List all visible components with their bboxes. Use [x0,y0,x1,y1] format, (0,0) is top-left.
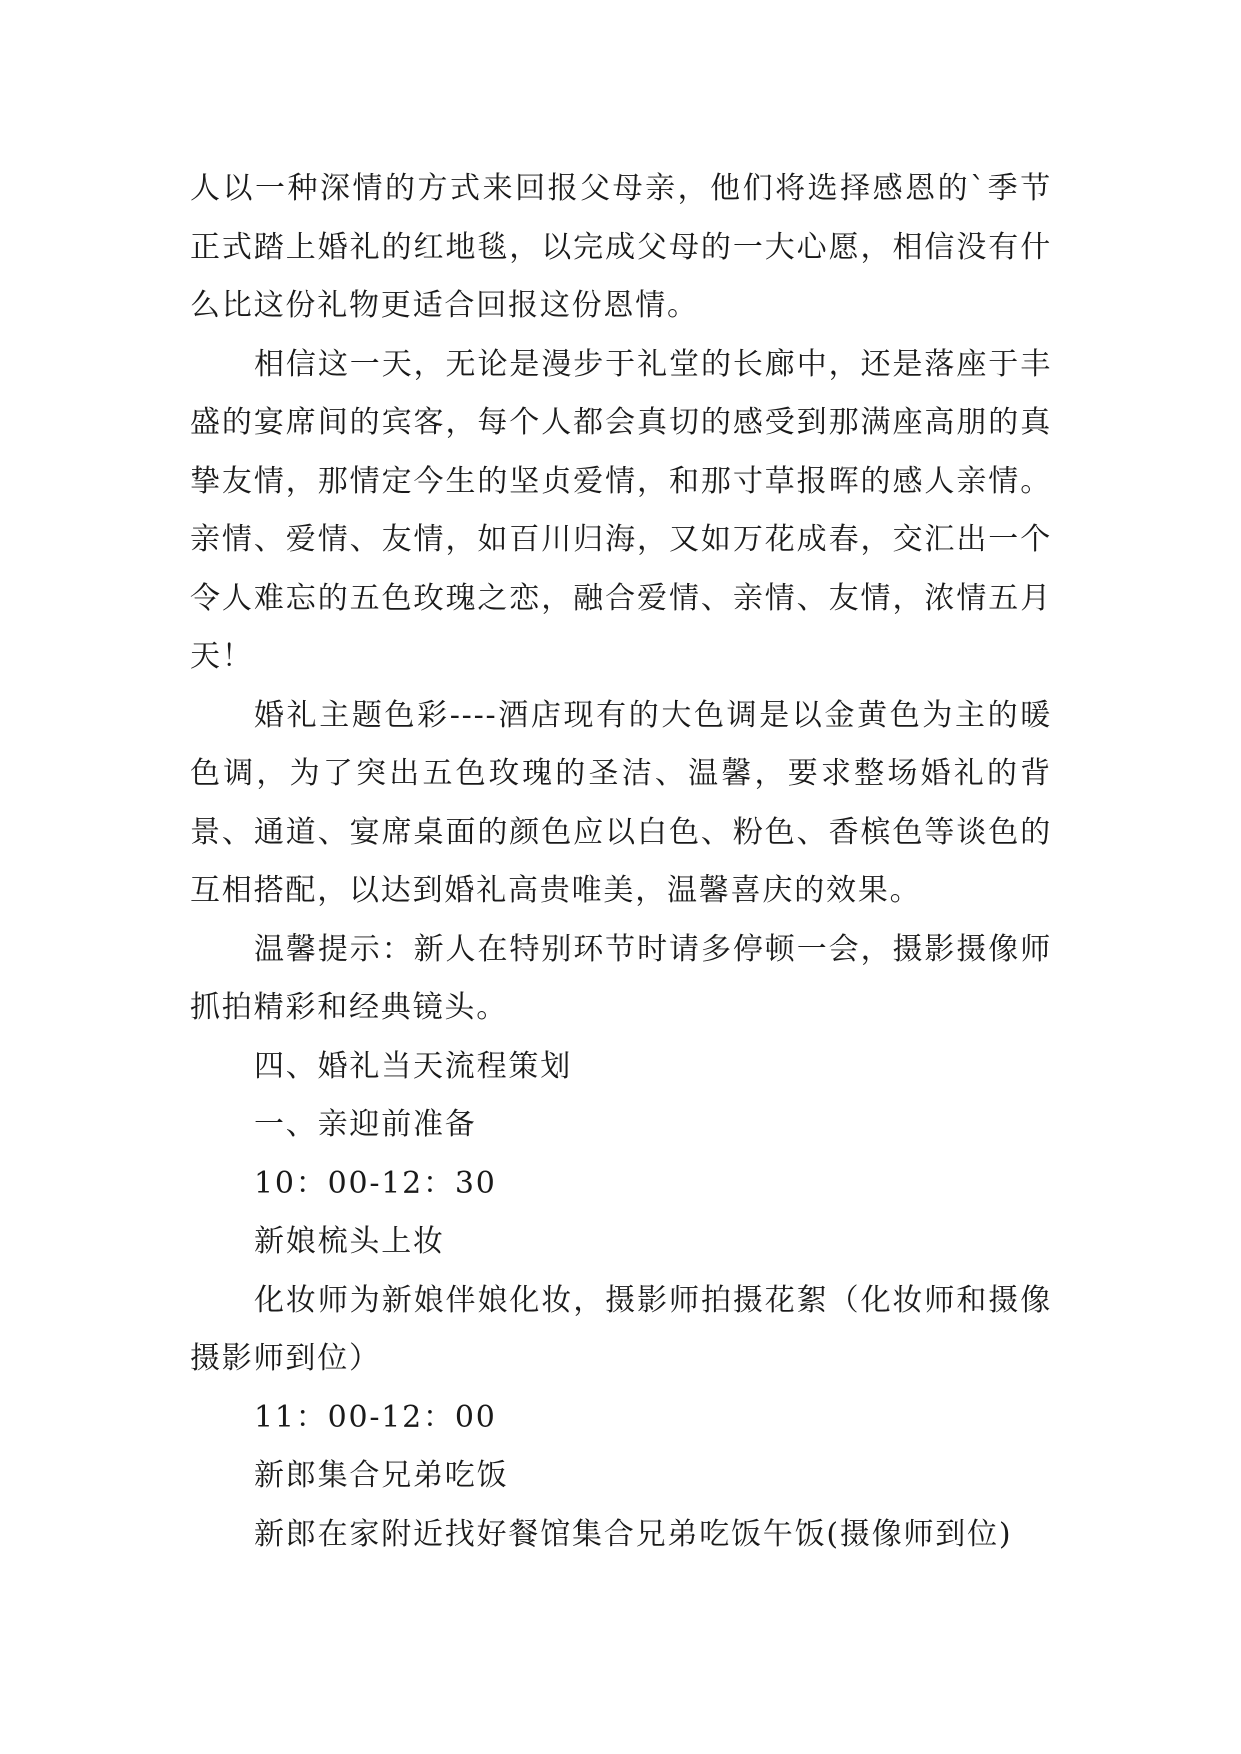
section-heading-schedule: 四、婚礼当天流程策划 [254,1048,572,1084]
event-title-bride-makeup: 新娘梳头上妆 [254,1224,445,1259]
paragraph-theme-color: 婚礼主题色彩----酒店现有的大色调是以金黄色为主的暖色调，为了突出五色玫瑰的圣洁、温馨，要求整场婚礼的背景、通道、宴席桌面的颜色应以白色、粉色、香槟色等谈色的互相搭配，以达到婚礼高贵唯美，温馨喜庆的效果。 [190,697,1052,908]
event-title-groom-meal: 新郎集合兄弟吃饭 [254,1458,509,1493]
subsection-heading-preparation: 一、亲迎前准备 [254,1107,477,1142]
time-slot-1: 10：00-12：30 [254,1165,497,1201]
paragraph-continuation: 人以一种深情的方式来回报父母亲，他们将选择感恩的`季节正式踏上婚礼的红地毯，以完成父母的一大心愿，相信没有什么比这份礼物更适合回报这份恩情。 [190,171,1052,323]
document-body [190,160,1052,1564]
paragraph-tip: 温馨提示：新人在特别环节时请多停顿一会，摄影摄像师抓拍精彩和经典镜头。 [190,931,1052,1025]
event-description-groom-meal: 新郎在家附近找好餐馆集合兄弟吃饭午饭(摄像师到位) [254,1516,1013,1552]
event-description-bride-makeup: 化妆师为新娘伴娘化妆，摄影师拍摄花絮（化妆师和摄像摄影师到位） [190,1282,1052,1376]
paragraph-wedding-day: 相信这一天，无论是漫步于礼堂的长廊中，还是落座于丰盛的宴席间的宾客，每个人都会真切的感受到那满座高朋的真挚友情，那情定今生的坚贞爱情，和那寸草报晖的感人亲情。亲情、爱情、友情，如百川归海，又如万花成春，交汇出一个令人难忘的五色玫瑰之恋，融合爱情、亲情、友情，浓情五月天！ [190,346,1052,674]
time-slot-2: 11：00-12：00 [254,1399,497,1435]
